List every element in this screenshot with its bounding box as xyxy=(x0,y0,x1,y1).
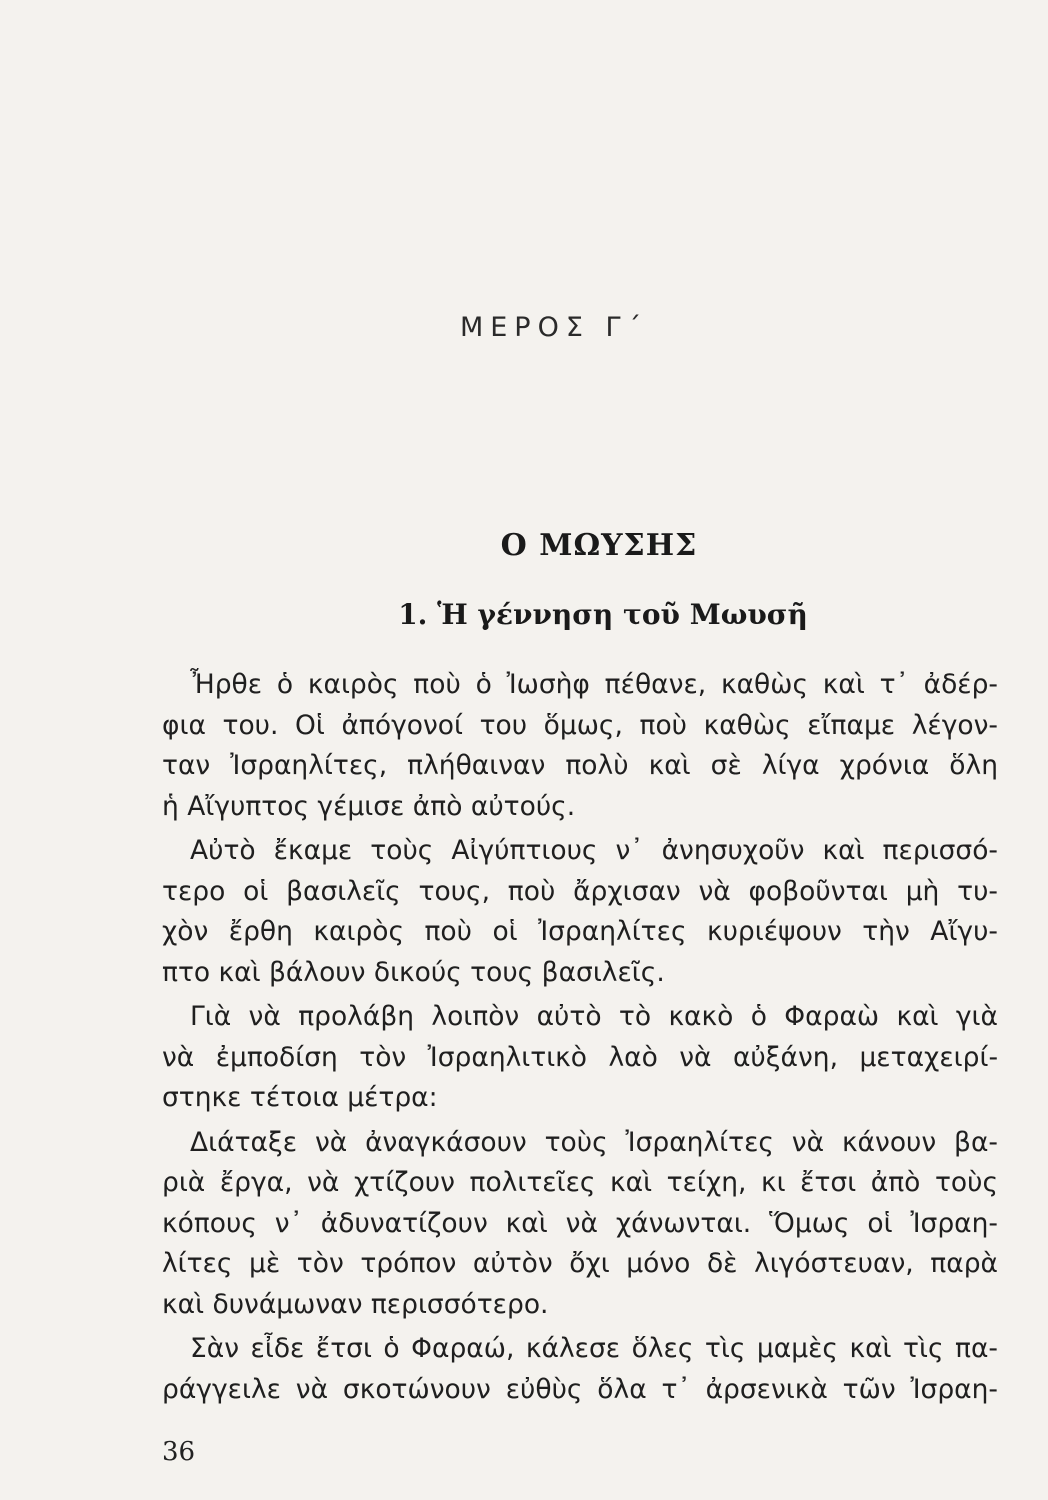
text-line: ἡ Αἴγυπτος γέμισε ἀπὸ αὐτούς. xyxy=(162,790,576,822)
text-line: λίτες μὲ τὸν τρόπον αὐτὸν ὄχι μόνο δὲ λιγόστευαν, παρὰ xyxy=(162,1248,998,1279)
section-title: 1. Ἡ γέννηση τοῦ Μωυσῆ xyxy=(398,598,808,631)
text-line: Διάταξε νὰ ἀναγκάσουν τοὺς Ἰσραηλίτες νὰ κάνουν βα- xyxy=(190,1126,998,1158)
text-line: κόπους ν᾽ ἀδυνατίζουν καὶ νὰ χάνωνται. Ὅμως οἱ Ἰσραη- xyxy=(162,1207,998,1239)
body-text xyxy=(162,665,998,1410)
text-line: νὰ ἐμποδίση τὸν Ἰσραηλιτικὸ λαὸ νὰ αὐξάνη, μεταχειρί- xyxy=(162,1041,998,1073)
text-line: ριὰ ἔργα, νὰ χτίζουν πολιτεῖες καὶ τείχη, κι ἔτσι ἀπὸ τοὺς xyxy=(162,1167,998,1198)
text-line: τερο οἱ βασιλεῖς τους, ποὺ ἄρχισαν νὰ φοβοῦνται μὴ τυ- xyxy=(162,875,998,907)
text-line: Αὐτὸ ἔκαμε τοὺς Αἰγύπτιους ν᾽ ἀνησυχοῦν καὶ περισσό- xyxy=(190,835,998,866)
text-line: χὸν ἔρθη καιρὸς ποὺ οἱ Ἰσραηλίτες κυριέψουν τὴν Αἴγυ- xyxy=(162,916,998,947)
text-line: Ἦρθε ὁ καιρὸς ποὺ ὁ Ἰωσὴφ πέθανε, καθὼς καὶ τ᾽ ἀδέρ- xyxy=(190,669,998,700)
part-heading: ΜΕΡΟΣ Γ΄ xyxy=(459,312,649,343)
paragraph xyxy=(162,997,998,1119)
text-line: στηκε τέτοια μέτρα: xyxy=(162,1082,438,1113)
paragraph xyxy=(162,1329,998,1410)
paragraph xyxy=(162,665,998,827)
paragraph xyxy=(162,831,998,993)
text-line: καὶ δυνάμωναν περισσότερο. xyxy=(162,1288,549,1320)
text-line: Σὰν εἶδε ἔτσι ὁ Φαραώ, κάλεσε ὅλες τὶς μαμὲς καὶ τὶς πα- xyxy=(190,1333,998,1364)
chapter-title: Ο ΜΩΥΣΗΣ xyxy=(500,528,698,563)
text-line: Γιὰ νὰ προλάβη λοιπὸν αὐτὸ τὸ κακὸ ὁ Φαραὼ καὶ γιὰ xyxy=(190,1001,998,1032)
text-line: ταν Ἰσραηλίτες, πλήθαιναν πολὺ καὶ σὲ λίγα χρόνια ὅλη xyxy=(162,750,998,781)
text-line: φια του. Οἱ ἀπόγονοί του ὅμως, ποὺ καθὼς εἴπαμε λέγον- xyxy=(162,709,998,741)
text-line: πτο καὶ βάλουν δικούς τους βασιλεῖς. xyxy=(162,956,665,988)
text-line: ράγγειλε νὰ σκοτώνουν εὐθὺς ὅλα τ᾽ ἀρσενικὰ τῶν Ἰσραη- xyxy=(162,1373,998,1405)
paragraph xyxy=(162,1123,998,1326)
page-number: 36 xyxy=(162,1437,196,1467)
